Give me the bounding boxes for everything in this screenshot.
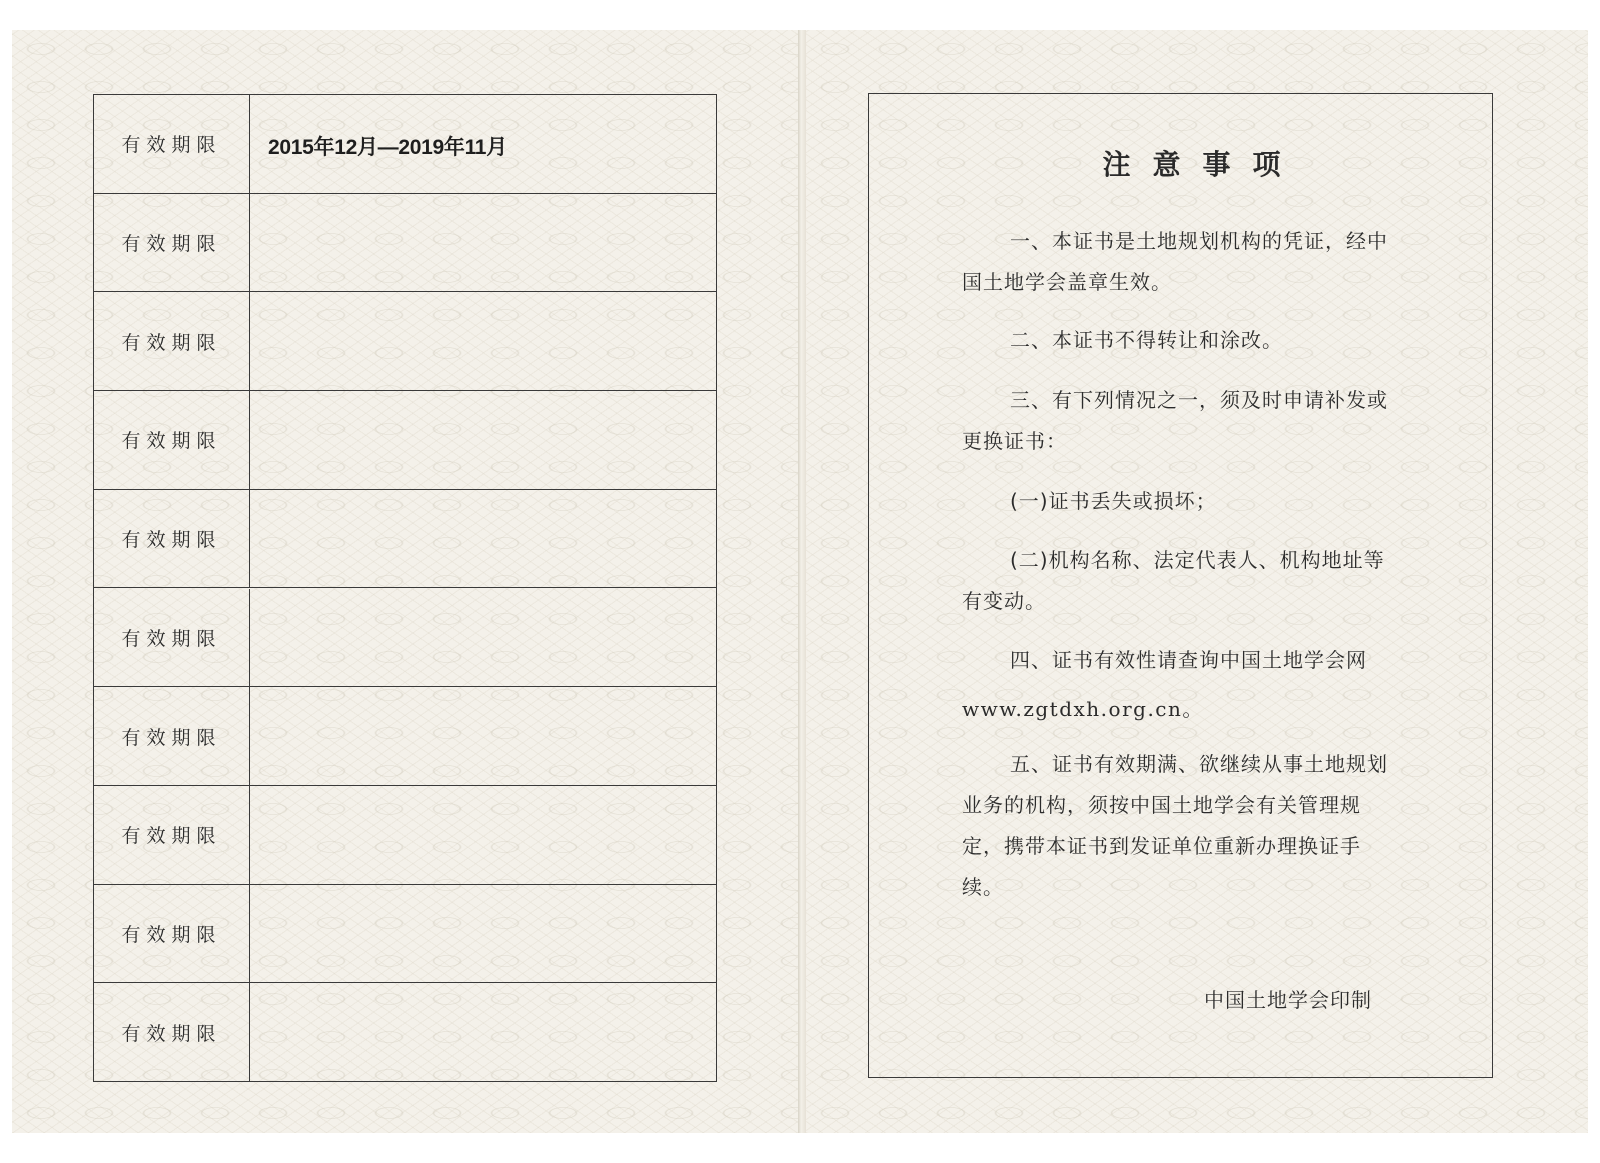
validity-label: 有效期限 <box>94 885 250 983</box>
validity-label: 有效期限 <box>94 292 250 390</box>
validity-value: 2015年12月—2019年11月 <box>268 136 507 159</box>
notice-item-4-text: 四、证书有效性请查询中国土地学会网 <box>1010 648 1367 672</box>
notice-item-5: 五、证书有效期满、欲继续从事土地规划业务的机构，须按中国土地学会有关管理规定，携带本证书到发证单位重新办理换证手续。 <box>962 752 1388 899</box>
table-row <box>94 490 716 589</box>
validity-label: 有效期限 <box>94 490 250 588</box>
validity-value <box>250 687 716 785</box>
validity-value <box>250 391 716 489</box>
notice-item-4 <box>962 640 1402 730</box>
validity-label: 有效期限 <box>94 391 250 489</box>
validity-label: 有效期限 <box>94 983 250 1082</box>
notice-item-2: 二、本证书不得转让和涂改。 <box>1010 328 1283 352</box>
notice-item-3-1: (一)证书丢失或损坏； <box>1010 489 1217 513</box>
validity-value <box>250 292 716 390</box>
table-row <box>94 95 716 194</box>
book-spine <box>798 30 806 1133</box>
printer-credit: 中国土地学会印制 <box>1204 988 1372 1012</box>
notice-title: 注意事项 <box>1102 148 1303 181</box>
table-row <box>94 885 716 984</box>
validity-label: 有效期限 <box>94 194 250 292</box>
table-row <box>94 983 716 1082</box>
table-row <box>94 589 716 688</box>
validity-label: 有效期限 <box>94 589 250 687</box>
validity-label: 有效期限 <box>94 687 250 785</box>
validity-value <box>250 589 716 687</box>
validity-value <box>250 490 716 588</box>
validity-value <box>250 983 716 1082</box>
notice-item-3: 三、有下列情况之一，须及时申请补发或更换证书： <box>962 388 1388 453</box>
table-row <box>94 786 716 885</box>
table-row <box>94 391 716 490</box>
table-row <box>94 687 716 786</box>
validity-label: 有效期限 <box>94 786 250 884</box>
website-url: www.zgtdxh.org.cn。 <box>962 697 1204 721</box>
table-row <box>94 194 716 293</box>
notice-item-1: 一、本证书是土地规划机构的凭证，经中国土地学会盖章生效。 <box>962 229 1388 294</box>
validity-value <box>250 786 716 884</box>
validity-label: 有效期限 <box>94 95 250 193</box>
validity-value <box>250 885 716 983</box>
table-row <box>94 292 716 391</box>
notice-item-3-2: (二)机构名称、法定代表人、机构地址等有变动。 <box>962 548 1385 613</box>
validity-period-table <box>93 94 717 1082</box>
validity-value <box>250 194 716 292</box>
